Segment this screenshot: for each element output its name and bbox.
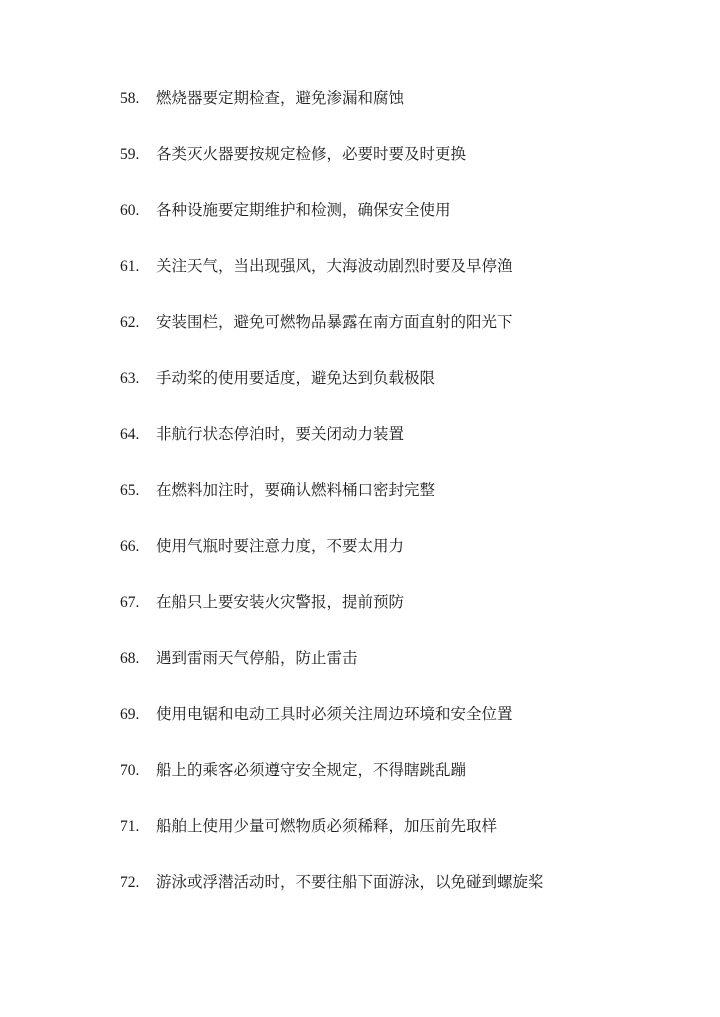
item-text: 游泳或浮潜活动时，不要往船下面游泳，以免碰到螺旋桨	[156, 873, 544, 891]
item-number: 65.	[120, 482, 140, 499]
item-number: 59.	[120, 146, 140, 163]
item-number: 72.	[120, 874, 140, 891]
list-item	[120, 196, 451, 224]
list-item	[120, 812, 497, 840]
item-number: 69.	[120, 706, 140, 723]
item-text: 燃烧器要定期检查，避免渗漏和腐蚀	[156, 89, 405, 107]
item-number: 70.	[120, 762, 140, 779]
item-text: 船上的乘客必须遵守安全规定，不得瞎跳乱蹦	[156, 761, 467, 779]
list-item	[120, 308, 513, 336]
item-number: 58.	[120, 90, 140, 107]
item-number: 66.	[120, 538, 140, 555]
item-number: 67.	[120, 594, 140, 611]
list-item	[120, 756, 466, 784]
list-item	[120, 140, 466, 168]
item-number: 62.	[120, 314, 140, 331]
item-number: 60.	[120, 202, 140, 219]
list-item	[120, 532, 404, 560]
item-number: 68.	[120, 650, 140, 667]
item-text: 各种设施要定期维护和检测，确保安全使用	[156, 201, 451, 219]
list-item	[120, 868, 544, 896]
list-item	[120, 84, 404, 112]
list-item	[120, 476, 435, 504]
list-item	[120, 252, 513, 280]
item-number: 61.	[120, 258, 140, 275]
list-item	[120, 364, 435, 392]
item-text: 安装围栏，避免可燃物品暴露在南方面直射的阳光下	[156, 313, 513, 331]
list-item	[120, 588, 404, 616]
item-text: 在船只上要安装火灾警报，提前预防	[156, 593, 405, 611]
item-number: 63.	[120, 370, 140, 387]
item-text: 使用电锯和电动工具时必须关注周边环境和安全位置	[156, 705, 513, 723]
item-text: 各类灭火器要按规定检修，必要时要及时更换	[156, 145, 467, 163]
list-item	[120, 420, 404, 448]
list-item	[120, 644, 358, 672]
item-number: 71.	[120, 818, 140, 835]
list-item	[120, 700, 513, 728]
item-text: 关注天气，当出现强风，大海波动剧烈时要及早停渔	[156, 257, 513, 275]
item-text: 非航行状态停泊时，要关闭动力装置	[156, 425, 405, 443]
item-text: 遇到雷雨天气停船，防止雷击	[156, 649, 358, 667]
item-text: 在燃料加注时，要确认燃料桶口密封完整	[156, 481, 436, 499]
item-number: 64.	[120, 426, 140, 443]
item-text: 船舶上使用少量可燃物质必须稀释，加压前先取样	[156, 817, 498, 835]
item-text: 手动桨的使用要适度，避免达到负载极限	[156, 369, 436, 387]
item-text: 使用气瓶时要注意力度，不要太用力	[156, 537, 405, 555]
